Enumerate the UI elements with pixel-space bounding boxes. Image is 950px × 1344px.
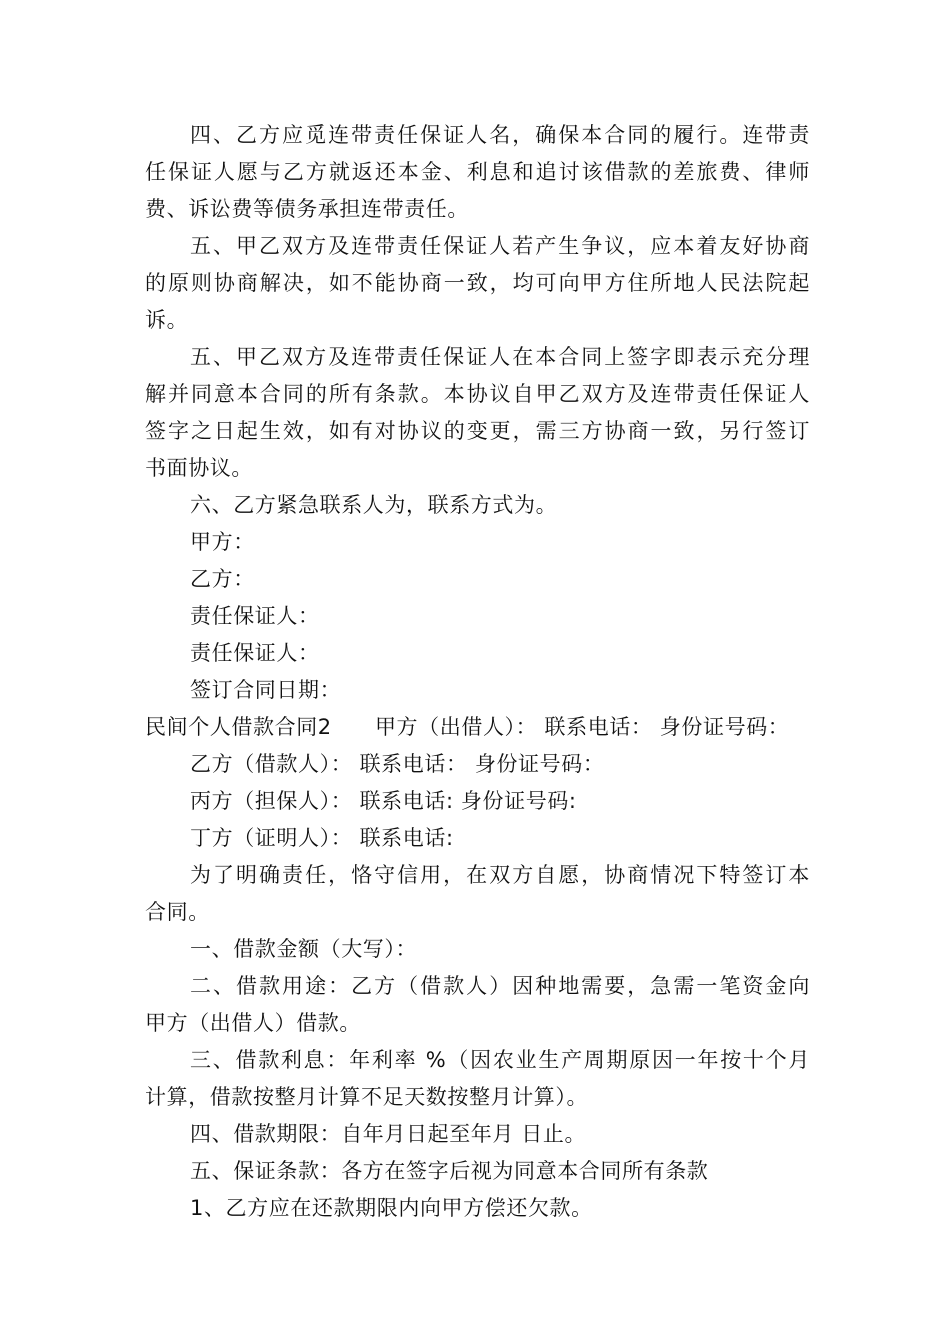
paragraph-5b-line-4: 书面协议。: [145, 456, 253, 480]
paragraph-5b-line-2: 解并同意本合同的所有条款。本协议自甲乙双方及连带责任保证人: [145, 382, 810, 406]
paragraph-4-line-3: 费、诉讼费等债务承担连带责任。: [145, 197, 469, 221]
contract2-party-c-line: 丙方（担保人）： 联系电话: 身份证号码:: [190, 789, 577, 813]
contract2-party-b-line: 乙方（借款人）： 联系电话： 身份证号码：: [190, 752, 605, 776]
contract2-clause-3-line-1: 三、借款利息：年利率 %（因农业生产周期原因一年按十个月: [190, 1048, 810, 1072]
paragraph-4-line-1: 四、乙方应觅连带责任保证人名，确保本合同的履行。连带责: [190, 123, 810, 147]
contract2-party-d-line: 丁方（证明人）： 联系电话:: [190, 826, 454, 850]
contract2-clause-5: 五、保证条款：各方在签字后视为同意本合同所有条款: [190, 1159, 709, 1183]
contract2-clause-4: 四、借款期限：自年月日起至年月 日止。: [190, 1122, 587, 1146]
paragraph-5a-line-2: 的原则协商解决，如不能协商一致，均可向甲方住所地人民法院起: [145, 271, 810, 295]
paragraph-5b-line-3: 签字之日起生效，如有对协议的变更，需三方协商一致，另行签订: [145, 419, 810, 443]
signature-party-b: 乙方：: [190, 567, 255, 591]
contract2-clause-2-line-2: 甲方（出借人）借款。: [145, 1011, 361, 1035]
contract2-clause-1: 一、借款金额（大写）：: [190, 937, 418, 961]
signature-party-a: 甲方：: [190, 530, 255, 554]
contract2-preamble-line-1: 为了明确责任，恪守信用，在双方自愿，协商情况下特签订本: [190, 863, 810, 887]
paragraph-5a-line-3: 诉。: [145, 308, 189, 332]
contract2-clause-2-line-1: 二、借款用途：乙方（借款人）因种地需要，急需一笔资金向: [190, 974, 810, 998]
paragraph-4-line-2: 任保证人愿与乙方就返还本金、利息和追讨该借款的差旅费、律师: [145, 160, 810, 184]
contract2-preamble-line-2: 合同。: [145, 900, 210, 924]
document-page: [145, 117, 810, 1227]
contract2-clause-5-1: 1、乙方应在还款期限内向甲方偿还欠款。: [190, 1196, 593, 1220]
contract2-clause-3-line-2: 计算，借款按整月计算不足天数按整月计算）。: [145, 1085, 589, 1109]
paragraph-5b-line-1: 五、甲乙双方及连带责任保证人在本合同上签字即表示充分理: [190, 345, 810, 369]
signature-date: 签订合同日期：: [190, 678, 342, 702]
signature-guarantor-1: 责任保证人：: [190, 604, 320, 628]
paragraph-5a-line-1: 五、甲乙双方及连带责任保证人若产生争议，应本着友好协商: [190, 234, 810, 258]
paragraph-6-line-1: 六、乙方紧急联系人为，联系方式为。: [190, 493, 558, 517]
contract2-heading-line: 民间个人借款合同2 甲方（出借人）： 联系电话： 身份证号码：: [145, 715, 790, 739]
signature-guarantor-2: 责任保证人：: [190, 641, 320, 665]
